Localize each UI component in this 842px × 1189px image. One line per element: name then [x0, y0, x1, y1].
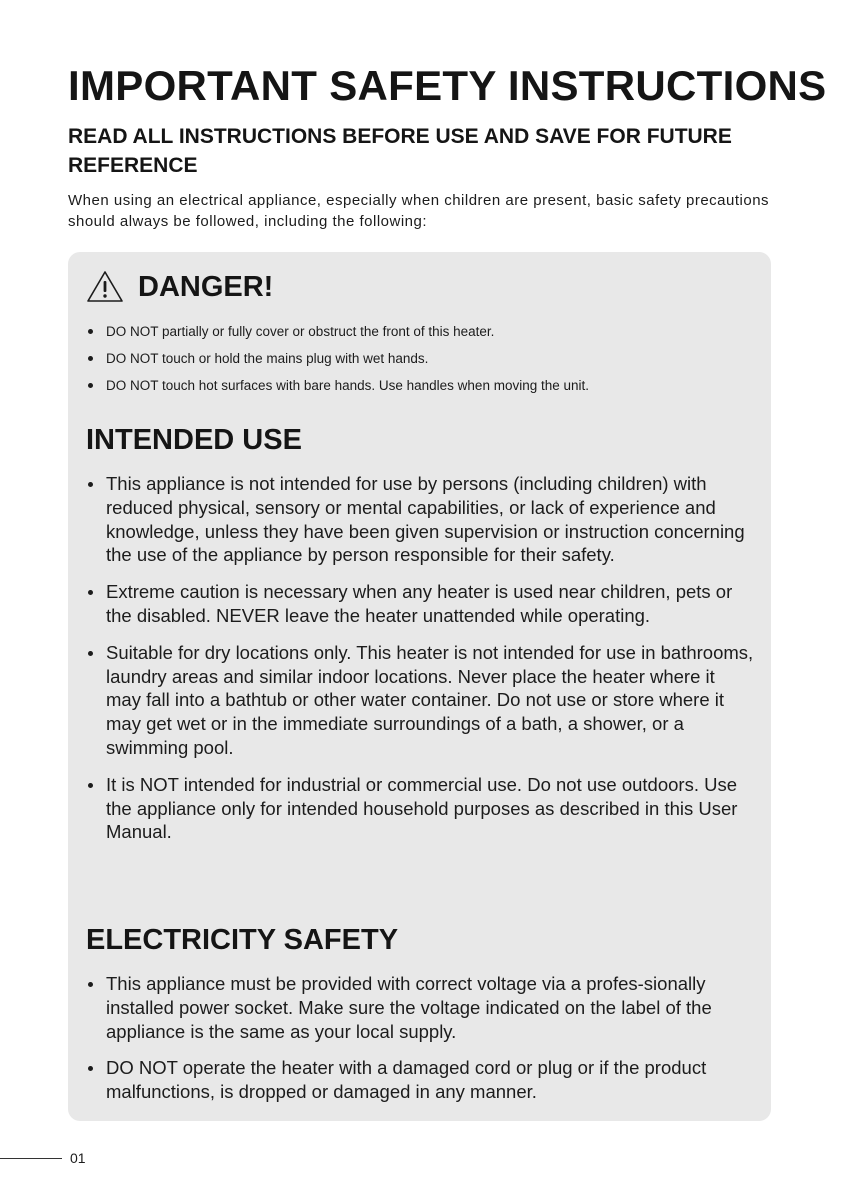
page-title: IMPORTANT SAFETY INSTRUCTIONS	[68, 62, 827, 109]
safety-panel	[68, 252, 771, 1121]
danger-item: DO NOT touch or hold the mains plug with wet hands.	[86, 345, 756, 372]
danger-item: DO NOT partially or fully cover or obstruct the front of this heater.	[86, 318, 756, 345]
page-number: 01	[70, 1150, 86, 1166]
electricity-safety-title: ELECTRICITY SAFETY	[86, 924, 399, 956]
page-subtitle: READ ALL INSTRUCTIONS BEFORE USE AND SAVE FOR FUTURE REFERENCE	[68, 125, 732, 177]
electricity-safety-list	[86, 972, 754, 1117]
danger-item: DO NOT touch hot surfaces with bare hands. Use handles when moving the unit.	[86, 372, 756, 399]
electricity-safety-item: DO NOT operate the heater with a damaged cord or plug or if the product malfunctions, is dropped or damaged in any manner.	[86, 1056, 754, 1104]
intended-use-title: INTENDED USE	[86, 424, 302, 456]
electricity-safety-item: This appliance must be provided with correct voltage via a profes-sionally installed power socket. Make sure the voltage indicated on the label of the appliance is the same as your local supply.	[86, 972, 754, 1043]
intro-paragraph: When using an electrical appliance, especially when children are present, basic safety precautions should always be followed, including the following:	[68, 192, 770, 230]
footer-rule	[0, 1158, 62, 1159]
intended-use-item: Extreme caution is necessary when any heater is used near children, pets or the disabled. NEVER leave the heater unattended while operating.	[86, 580, 754, 628]
intended-use-item: Suitable for dry locations only. This heater is not intended for use in bathrooms, laundry areas and similar indoor locations. Never place the heater where it may fall into a bathtub or other water container. Do not use or store where it may get wet or in the immediate surroundings of a bath, a shower, or a swimming pool.	[86, 641, 754, 760]
intended-use-list	[86, 472, 754, 857]
danger-list	[86, 318, 756, 399]
danger-title: DANGER!	[138, 270, 274, 303]
intended-use-item: This appliance is not intended for use by persons (including children) with reduced physical, sensory or mental capabilities, or lack of experience and knowledge, unless they have been given supervision or instruction concerning the use of the appliance by person responsible for their safety.	[86, 472, 754, 567]
intended-use-item: It is NOT intended for industrial or commercial use. Do not use outdoors. Use the appliance only for intended household purposes as described in this User Manual.	[86, 773, 754, 844]
warning-triangle-icon	[86, 270, 124, 304]
danger-header	[86, 270, 273, 304]
